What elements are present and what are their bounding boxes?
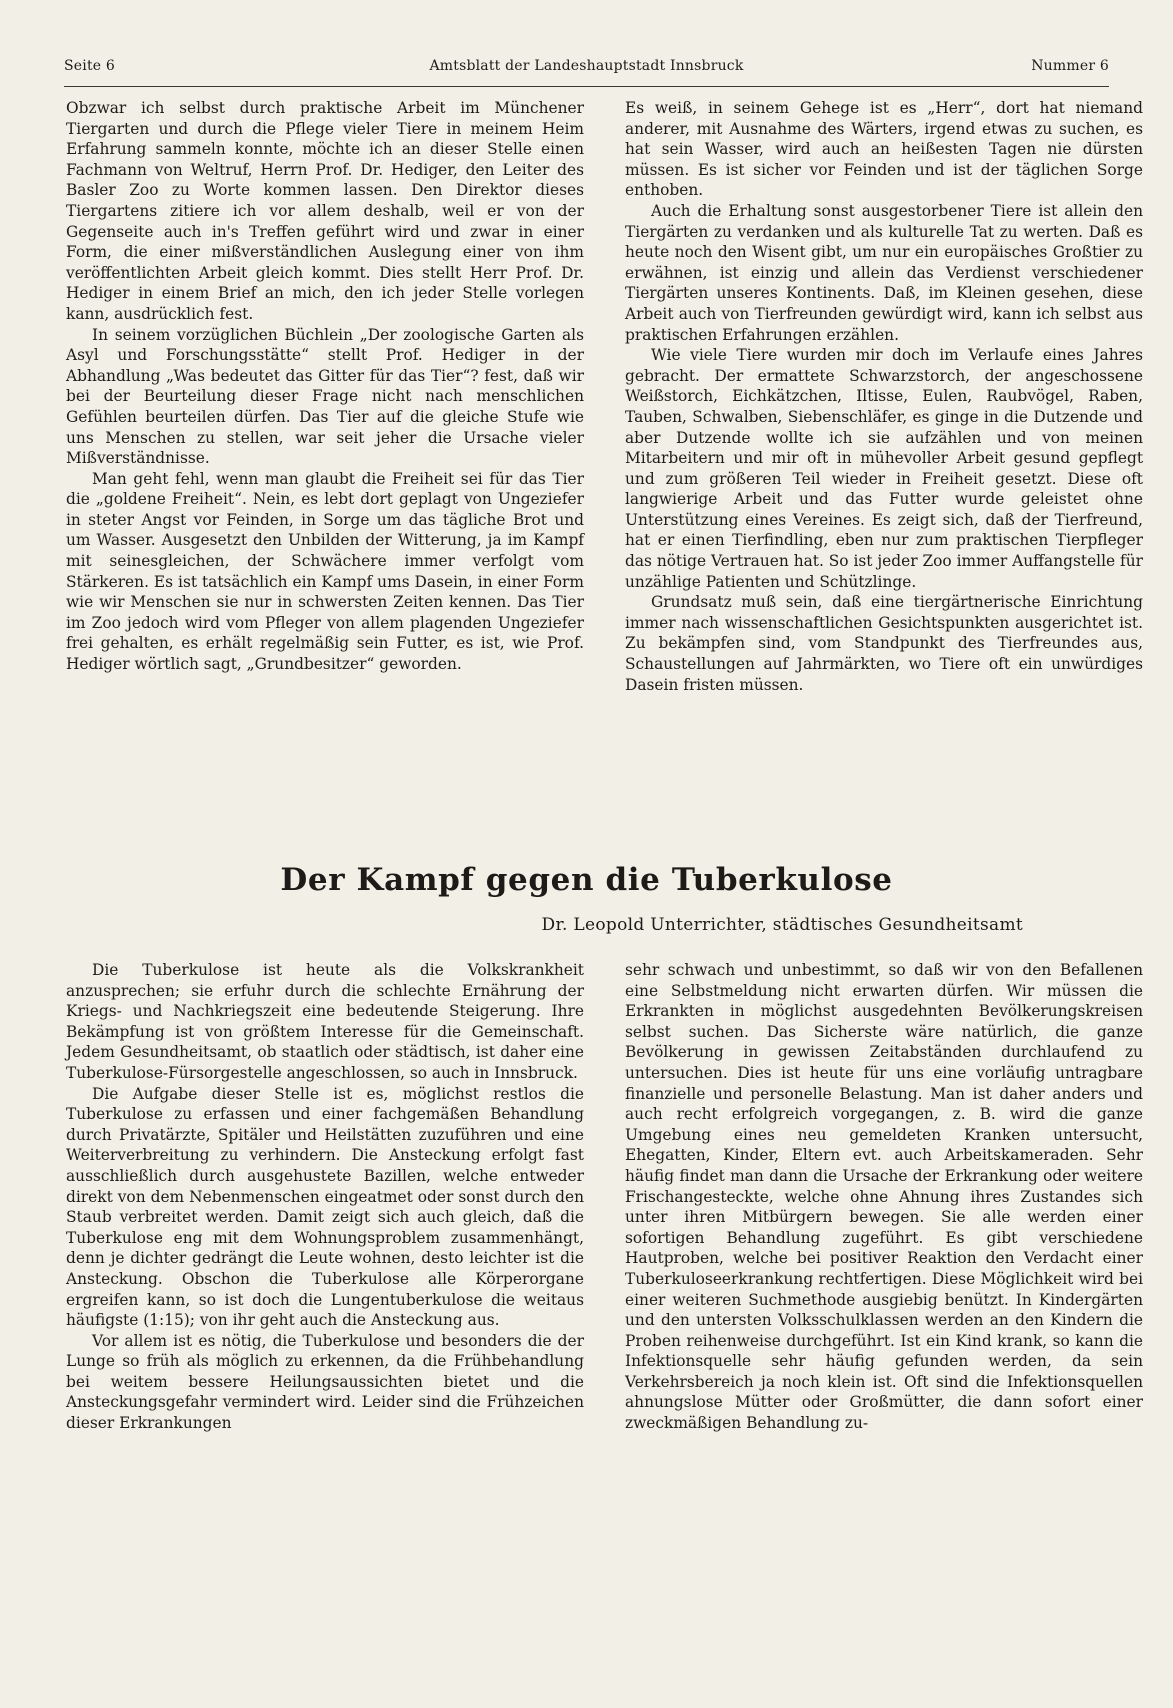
paragraph: Man geht fehl, wenn man glaubt die Freiheit sei für das Tier die „goldene Freiheit“. Nein, es lebt dort geplagt von Ungeziefer in steter Angst vor Feinden, in Sorge um das tägliche Brot und um Wasser. Ausgesetzt den Unbilden der Witterung, ja im Kampf mit seinesgleichen, der Schwächere immer verfolgt vom Stärkeren. Es ist tatsächlich ein Kampf ums Dasein, in einer Form wie wir Menschen sie nur in schwersten Zeiten kennen. Das Tier im Zoo jedoch wird vom Pfleger von allem plagenden Ungeziefer frei gehalten, es erhält regelmäßig sein Futter, es ist, wie Prof. Hediger wörtlich sagt, „Grundbesitzer“ geworden. [66,469,584,674]
paragraph: In seinem vorzüglichen Büchlein „Der zoologische Garten als Asyl und Forschungsstätte“ stellt Prof. Hediger in der Abhandlung „Was bedeutet das Gitter für das Tier“? fest, daß wir bei der Beurteilung dieser Frage nicht nach menschlichen Gefühlen beurteilen dürfen. Das Tier auf die gleiche Stufe wie uns Menschen zu stellen, war seit jeher die Ursache vieler Mißverständnisse. [66,325,584,468]
article-byline: Dr. Leopold Unterrichter, städtisches Gesundheitsamt [541,915,1023,935]
paragraph: Vor allem ist es nötig, die Tuberkulose und besonders die der Lunge so früh als möglich zu erkennen, da die Frühbehandlung bei weitem bessere Heilungsaussichten bietet und die Ansteckungsgefahr vermindert wird. Leider sind die Frühzeichen dieser Erkrankungen [66,1331,584,1433]
article-title: Der Kampf gegen die Tuberkulose [280,862,893,898]
paragraph: Grundsatz muß sein, daß eine tiergärtnerische Einrichtung immer nach wissenschaftlichen Gesichtspunkten ausgerichtet ist. Zu bekämpfen sind, vom Standpunkt des Tierfreundes aus, Schaustellungen auf Jahrmärkten, wo Tiere oft ein unwürdiges Dasein fristen müssen. [625,593,1143,694]
upper-article-column-left [66,98,584,675]
paragraph: Die Tuberkulose ist heute als die Volkskrankheit anzusprechen; sie erfuhr durch die schlechte Ernährung der Kriegs- und Nachkriegszeit eine bedeutende Steigerung. Ihre Bekämpfung ist von größtem Interesse für die Gemeinschaft. Jedem Gesundheitsamt, ob staatlich oder städtisch, ist daher eine Tuberkulose-Fürsorgestelle angeschlossen, so auch in Innsbruck. [66,961,584,1082]
header-rule [64,86,1109,87]
publication-title: Amtsblatt der Landeshauptstadt Innsbruck [429,58,744,74]
page-number: Seite 6 [64,58,116,74]
page-header [64,58,1109,80]
paragraph: Obzwar ich selbst durch praktische Arbeit im Münchener Tiergarten und durch die Pflege vieler Tiere in meinem Heim Erfahrung sammeln konnte, möchte ich an dieser Stelle einen Fachmann von Weltruf, Herrn Prof. Dr. Hediger, den Leiter des Basler Zoo zu Worte kommen lassen. Den Direktor dieses Tiergartens zitiere ich vor allem deshalb, weil er von der Gegenseite auch in's Treffen geführt wird und zwar in einer Form, die einer mißverständlichen Auslegung einer von ihm veröffentlichten Arbeit gleich kommt. Dies stellt Herr Prof. Dr. Hediger in einem Brief an mich, den ich jeder Stelle vorlegen kann, ausdrücklich fest. [66,99,584,323]
paragraph: sehr schwach und unbestimmt, so daß wir von den Befallenen eine Selbstmeldung nicht erwarten dürfen. Wir müssen die Erkrankten in möglichst ausgedehnten Bevölkerungskreisen selbst suchen. Das Sicherste wäre natürlich, die ganze Bevölkerung in gewissen Zeitabständen durchlaufend zu untersuchen. Dies ist heute für uns eine vorläufig untragbare finanzielle und personelle Belastung. Man ist daher anders und auch recht erfolgreich vorgegangen, z. B. wird die ganze Umgebung eines neu gemeldeten Kranken untersucht, Ehegatten, Kinder, Eltern evt. auch Arbeitskameraden. Sehr häufig findet man dann die Ursache der Erkrankung oder weitere Frischangesteckte, welche ohne Ahnung ihres Zustandes sich unter ihren Mitbürgern bewegen. Sie alle werden einer sofortigen Behandlung zugeführt. Es gibt verschiedene Hautproben, welche bei positiver Reaktion den Verdacht einer Tuberkuloseerkrankung rechtfertigen. Diese Möglichkeit wird bei einer weiteren Suchmethode ausgiebig benützt. In Kindergärten und den untersten Volksschulklassen werden an den Kindern die Proben reihenweise durchgeführt. Ist ein Kind krank, so kann die Infektionsquelle sehr häufig gefunden werden, da sein Verkehrsbereich ja noch klein ist. Oft sind die Infektionsquellen ahnungslose Mütter oder Großmütter, die dann sofort einer zweckmäßigen Behandlung zu- [625,961,1143,1433]
paragraph: Auch die Erhaltung sonst ausgestorbener Tiere ist allein den Tiergärten zu verdanken und als kulturelle Tat zu werten. Daß es heute noch den Wisent gibt, um nur ein europäisches Großtier zu erwähnen, ist einzig und allein das Verdienst verschiedener Tiergärten unseres Kontinents. Daß, im Kleinen gesehen, diese Arbeit auch von Tierfreunden gewürdigt wird, kann ich selbst aus praktischen Erfahrungen erzählen. [625,201,1143,344]
paragraph: Die Aufgabe dieser Stelle ist es, möglichst restlos die Tuberkulose zu erfassen und einer fachgemäßen Behandlung durch Privatärzte, Spitäler und Heilstätten zuzuführen und eine Weiterverbreitung zu verhindern. Die Ansteckung erfolgt fast ausschließlich durch ausgehustete Bazillen, welche entweder direkt von dem Nebenmenschen eingeatmet oder sonst durch den Staub verbreitet werden. Damit zeigt sich auch gleich, daß die Tuberkulose eng mit dem Wohnungsproblem zusammenhängt, denn je dichter gedrängt die Leute wohnen, desto leichter ist die Ansteckung. Obschon die Tuberkulose alle Körperorgane ergreifen kann, so ist doch die Lungentuberkulose die weitaus häufigste (1:15); von ihr geht auch die Ansteckung aus. [66,1084,584,1330]
paragraph: Es weiß, in seinem Gehege ist es „Herr“, dort hat niemand anderer, mit Ausnahme des Wärters, irgend etwas zu suchen, es hat sein Wasser, wird auch an heißesten Tagen nie dürsten müssen. Es ist sicher vor Feinden und ist der täglichen Sorge enthoben. [625,99,1143,200]
paragraph: Wie viele Tiere wurden mir doch im Verlaufe eines Jahres gebracht. Der ermattete Schwarzstorch, der angeschossene Weißstorch, Eichkätzchen, Iltisse, Eulen, Raubvögel, Raben, Tauben, Schwalben, Siebenschläfer, es ginge in die Dutzende und aber Dutzende wollte ich sie aufzählen und von meinen Mitarbeitern und mir oft in mühevoller Arbeit gesund gepflegt und zum größeren Teil wieder in Freiheit gesetzt. Diese oft langwierige Arbeit und das Futter wurde geleistet ohne Unterstützung eines Vereines. Es zeigt sich, daß der Tierfreund, hat er einen Tierfindling, eben nur zum praktischen Tierpfleger das nötige Vertrauen hat. So ist jeder Zoo immer Auffangstelle für unzählige Patienten und Schützlinge. [625,346,1143,591]
lower-article-column-left [66,960,584,1434]
issue-number: Nummer 6 [1031,58,1109,74]
upper-article-column-right [625,98,1143,695]
lower-article-column-right [625,960,1143,1434]
